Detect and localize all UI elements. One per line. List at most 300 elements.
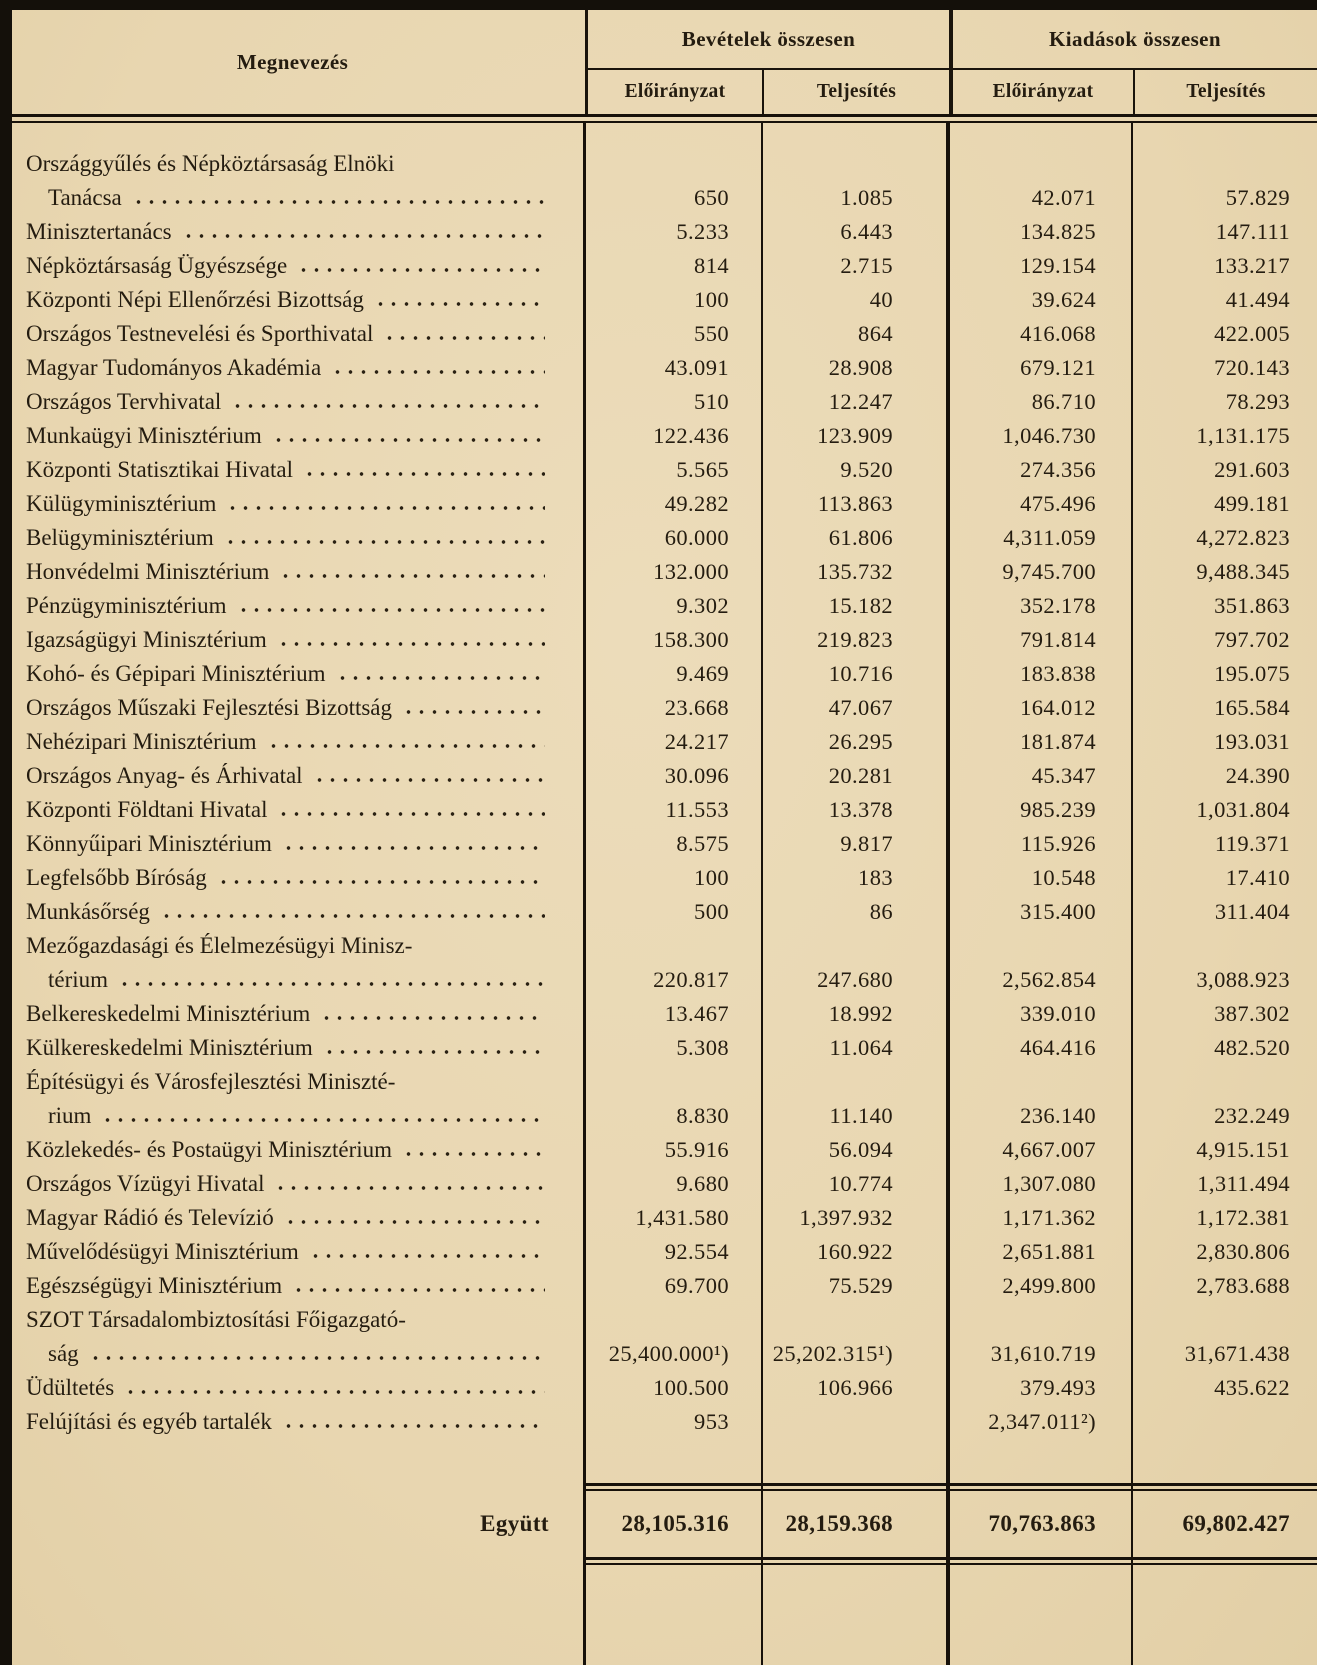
dot-leader [237, 607, 545, 613]
subheader-bevetelek-eloiranyzat: Előirányzat [624, 81, 726, 102]
row-name-line2: Üdültetés [26, 1371, 545, 1405]
row-name-line2: Pénzügyminisztérium [26, 589, 545, 623]
row-bevetelek-teljesites: 47.067 [828, 695, 893, 720]
row-name-line2: Népköztársaság Ügyészsége [26, 249, 545, 283]
row-name-cell [0, 589, 585, 623]
row-name-line2: Felújítási és egyéb tartalék [26, 1405, 545, 1439]
row-name-line1: Építésügyi és Városfejlesztési Miniszté- [26, 1069, 396, 1094]
row-bevetelek-eloiranyzat: 25,400.000¹) [608, 1341, 729, 1366]
row-name-line2: Minisztertanács [26, 215, 545, 249]
row-bevetelek-eloiranyzat: 510 [694, 389, 729, 414]
row-kiadasok-eloiranyzat: 985.239 [1020, 797, 1096, 822]
subheader-row-bevetelek [588, 70, 949, 114]
dot-leader [160, 913, 545, 919]
row-bevetelek-eloiranyzat: 158.300 [653, 627, 729, 652]
row-name-line2: Tanácsa [26, 181, 545, 215]
row-bevetelek-eloiranyzat: 60.000 [664, 525, 729, 550]
row-kiadasok-teljesites: 17.410 [1225, 865, 1290, 890]
dot-leader [274, 1185, 545, 1191]
row-kiadasok-teljesites: 1,311.494 [1197, 1171, 1290, 1196]
row-name-line2: Központi Földtani Hivatal [26, 793, 545, 827]
column-header-megnevezes-label: Megnevezés [236, 49, 349, 74]
row-bevetelek-eloiranyzat: 100.500 [653, 1375, 729, 1400]
row-name-cell [0, 1065, 585, 1133]
row-bevetelek-teljesites: 2.715 [840, 253, 893, 278]
row-kiadasok-eloiranyzat: 10.548 [1031, 865, 1096, 890]
column-header-megnevezes [0, 10, 585, 114]
table-row [0, 657, 1317, 691]
row-bevetelek-eloiranyzat: 8.830 [676, 1103, 729, 1128]
row-kiadasok-teljesites: 387.302 [1214, 1001, 1290, 1026]
column-divider-3 [946, 123, 950, 1665]
row-name-line2: Közlekedés- és Postaügyi Minisztérium [26, 1133, 545, 1167]
row-bevetelek-teljesites: 160.922 [817, 1239, 893, 1264]
table-row [0, 555, 1317, 589]
table-row [0, 997, 1317, 1031]
table-row [0, 351, 1317, 385]
row-kiadasok-teljesites: 291.603 [1214, 457, 1290, 482]
row-kiadasok-teljesites: 147.111 [1215, 219, 1290, 244]
row-kiadasok-teljesites: 4,915.151 [1196, 1137, 1290, 1162]
row-name-line2: Külkereskedelmi Minisztérium [26, 1031, 545, 1065]
dot-leader [226, 505, 545, 511]
row-name-line2: Országos Tervhivatal [26, 385, 545, 419]
total-block [0, 1483, 1317, 1565]
row-name-cell [0, 351, 585, 385]
row-bevetelek-eloiranyzat: 122.436 [653, 423, 729, 448]
row-name-cell [0, 691, 585, 725]
row-kiadasok-eloiranyzat: 31,610.719 [990, 1341, 1096, 1366]
row-name-line2: Országos Anyag- és Árhivatal [26, 759, 545, 793]
row-kiadasok-teljesites: 193.031 [1214, 729, 1290, 754]
row-name-cell [0, 317, 585, 351]
row-name-cell [0, 827, 585, 861]
row-name-line1: Mezőgazdasági és Élelmezésügyi Minisz- [26, 933, 413, 958]
row-name-line2: Magyar Rádió és Televízió [26, 1201, 545, 1235]
row-name-cell [0, 521, 585, 555]
column-group-bevetelek [588, 10, 949, 114]
row-bevetelek-eloiranyzat: 550 [694, 321, 729, 346]
row-kiadasok-eloiranyzat: 4,311.059 [1003, 525, 1096, 550]
row-name-line2: Kohó- és Gépipari Minisztérium [26, 657, 545, 691]
row-kiadasok-teljesites: 482.520 [1214, 1035, 1290, 1060]
dot-leader [402, 1151, 545, 1157]
row-name-line2: Magyar Tudományos Akadémia [26, 351, 545, 385]
row-name-cell [0, 1371, 585, 1405]
dot-leader [374, 301, 545, 307]
row-bevetelek-eloiranyzat: 650 [694, 185, 729, 210]
row-name-line2: Országos Műszaki Fejlesztési Bizottság [26, 691, 545, 725]
row-bevetelek-eloiranyzat: 132.000 [653, 559, 729, 584]
row-kiadasok-eloiranyzat: 791.814 [1020, 627, 1096, 652]
row-name-line2: Központi Statisztikai Hivatal [26, 453, 545, 487]
row-name-cell [0, 623, 585, 657]
row-kiadasok-teljesites: 9,488.345 [1196, 559, 1290, 584]
table-row [0, 589, 1317, 623]
row-bevetelek-teljesites: 26.295 [828, 729, 893, 754]
row-name-cell [0, 861, 585, 895]
total-bevetelek-teljesites: 28,159.368 [785, 1511, 893, 1536]
table-row [0, 691, 1317, 725]
row-bevetelek-eloiranyzat: 5.308 [676, 1035, 729, 1060]
row-kiadasok-teljesites: 78.293 [1225, 389, 1290, 414]
row-bevetelek-teljesites: 123.909 [817, 423, 893, 448]
row-name-cell [0, 1269, 585, 1303]
row-kiadasok-eloiranyzat: 1,046.730 [1002, 423, 1096, 448]
column-divider-1 [583, 123, 586, 1665]
row-bevetelek-eloiranyzat: 9.680 [676, 1171, 729, 1196]
row-kiadasok-teljesites: 435.622 [1214, 1375, 1290, 1400]
row-name-line1: SZOT Társadalombiztosítási Főigazgató- [26, 1307, 406, 1332]
dot-leader [267, 743, 545, 749]
row-bevetelek-teljesites: 40 [869, 287, 893, 312]
row-bevetelek-teljesites: 864 [858, 321, 893, 346]
dot-leader [277, 811, 545, 817]
table-row [0, 215, 1317, 249]
row-kiadasok-teljesites: 165.584 [1214, 695, 1290, 720]
row-bevetelek-eloiranyzat: 953 [694, 1409, 729, 1434]
row-name-line2: Munkásőrség [26, 895, 545, 929]
row-bevetelek-teljesites: 10.774 [828, 1171, 893, 1196]
table-row [0, 283, 1317, 317]
dot-leader [282, 845, 545, 851]
row-name-line2: Honvédelmi Minisztérium [26, 555, 545, 589]
dot-leader [279, 573, 545, 579]
row-kiadasok-eloiranyzat: 164.012 [1020, 695, 1096, 720]
row-kiadasok-eloiranyzat: 1,171.362 [1002, 1205, 1096, 1230]
footer-empty-area [0, 1565, 1317, 1665]
row-bevetelek-eloiranyzat: 9.469 [676, 661, 729, 686]
row-bevetelek-eloiranyzat: 500 [694, 899, 729, 924]
row-kiadasok-eloiranyzat: 2,499.800 [1002, 1273, 1096, 1298]
dot-leader [284, 1219, 545, 1225]
row-bevetelek-eloiranyzat: 11.553 [665, 797, 729, 822]
row-kiadasok-teljesites: 2,783.688 [1196, 1273, 1290, 1298]
subheader-kiadasok-eloiranyzat: Előirányzat [992, 81, 1094, 102]
total-kiadasok-teljesites: 69,802.427 [1182, 1511, 1290, 1536]
table-body [0, 123, 1317, 1665]
row-kiadasok-eloiranyzat: 679.121 [1020, 355, 1096, 380]
row-kiadasok-eloiranyzat: 129.154 [1020, 253, 1096, 278]
row-kiadasok-eloiranyzat: 475.496 [1020, 491, 1096, 516]
dot-leader [101, 1117, 545, 1123]
dot-leader [303, 471, 545, 477]
row-name-cell [0, 283, 585, 317]
row-name-cell [0, 1201, 585, 1235]
table-row [0, 861, 1317, 895]
row-kiadasok-teljesites: 57.829 [1225, 185, 1290, 210]
row-kiadasok-eloiranyzat: 9,745.700 [1002, 559, 1096, 584]
row-name-line2: Belügyminisztérium [26, 521, 545, 555]
table-row [0, 521, 1317, 555]
row-kiadasok-eloiranyzat: 236.140 [1020, 1103, 1096, 1128]
row-bevetelek-eloiranyzat: 69.700 [664, 1273, 729, 1298]
row-name-line2: Országos Testnevelési és Sporthivatal [26, 317, 545, 351]
row-name-line2: Belkereskedelmi Minisztérium [26, 997, 545, 1031]
dot-leader [383, 335, 545, 341]
table-row [0, 1133, 1317, 1167]
row-bevetelek-teljesites: 56.094 [828, 1137, 893, 1162]
dot-leader [309, 1253, 545, 1259]
table-row [0, 419, 1317, 453]
row-name-cell [0, 1133, 585, 1167]
row-bevetelek-eloiranyzat: 100 [694, 287, 729, 312]
table-row [0, 1167, 1317, 1201]
table-row [0, 1303, 1317, 1371]
row-name-cell [0, 147, 585, 215]
row-bevetelek-eloiranyzat: 13.467 [664, 1001, 729, 1026]
row-bevetelek-teljesites: 247.680 [817, 967, 893, 992]
row-name-cell [0, 997, 585, 1031]
row-name-cell [0, 419, 585, 453]
row-bevetelek-teljesites: 13.378 [828, 797, 893, 822]
row-name-cell [0, 249, 585, 283]
row-name-cell [0, 895, 585, 929]
row-kiadasok-eloiranyzat: 183.838 [1020, 661, 1096, 686]
row-name-cell [0, 215, 585, 249]
dot-leader [320, 1015, 545, 1021]
table-row [0, 1235, 1317, 1269]
row-kiadasok-eloiranyzat: 45.347 [1031, 763, 1096, 788]
row-kiadasok-eloiranyzat: 339.010 [1020, 1001, 1096, 1026]
total-label: Együtt [480, 1511, 549, 1536]
dot-leader [402, 709, 545, 715]
row-bevetelek-teljesites: 183 [858, 865, 893, 890]
row-name-line2: Egészségügyi Minisztérium [26, 1269, 545, 1303]
row-bevetelek-eloiranyzat: 5.565 [676, 457, 729, 482]
row-bevetelek-teljesites: 25,202.315¹) [772, 1341, 893, 1366]
table-row [0, 249, 1317, 283]
total-bevetelek-eloiranyzat: 28,105.316 [621, 1511, 729, 1536]
row-name-cell [0, 453, 585, 487]
dot-leader [297, 267, 545, 273]
row-bevetelek-eloiranyzat: 43.091 [664, 355, 729, 380]
row-name-cell [0, 725, 585, 759]
row-bevetelek-teljesites: 9.817 [840, 831, 893, 856]
row-bevetelek-eloiranyzat: 55.916 [664, 1137, 729, 1162]
row-bevetelek-teljesites: 9.520 [840, 457, 893, 482]
row-name-line2: Művelődésügyi Minisztérium [26, 1235, 545, 1269]
row-bevetelek-teljesites: 106.966 [817, 1375, 893, 1400]
row-bevetelek-teljesites: 61.806 [828, 525, 893, 550]
dot-leader [277, 641, 545, 647]
row-kiadasok-teljesites: 41.494 [1225, 287, 1290, 312]
dot-leader [292, 1287, 545, 1293]
table-left-border [0, 0, 12, 1665]
row-name-line2: Központi Népi Ellenőrzési Bizottság [26, 283, 545, 317]
table-row [0, 147, 1317, 215]
table-rows [0, 123, 1317, 1439]
row-bevetelek-eloiranyzat: 8.575 [676, 831, 729, 856]
table-row [0, 453, 1317, 487]
row-kiadasok-teljesites: 195.075 [1214, 661, 1290, 686]
dot-leader [182, 233, 545, 239]
row-name-line2: rium [26, 1099, 545, 1133]
dot-leader [336, 675, 545, 681]
row-bevetelek-teljesites: 113.863 [817, 491, 893, 516]
row-kiadasok-teljesites: 31,671.438 [1184, 1341, 1290, 1366]
row-bevetelek-teljesites: 6.443 [840, 219, 893, 244]
table-row [0, 1201, 1317, 1235]
total-top-double-rule [583, 1483, 1317, 1491]
row-bevetelek-teljesites: 10.716 [828, 661, 893, 686]
row-name-cell [0, 555, 585, 589]
row-name-line2: ság [26, 1337, 545, 1371]
row-kiadasok-teljesites: 351.863 [1214, 593, 1290, 618]
subheader-bevetelek-teljesites: Teljesítés [762, 70, 949, 114]
row-kiadasok-teljesites: 720.143 [1214, 355, 1290, 380]
row-name-cell [0, 385, 585, 419]
row-kiadasok-teljesites: 3,088.923 [1196, 967, 1290, 992]
row-bevetelek-eloiranyzat: 30.096 [664, 763, 729, 788]
dot-leader [331, 369, 545, 375]
row-kiadasok-eloiranyzat: 352.178 [1020, 593, 1096, 618]
row-name-line2: Munkaügyi Minisztérium [26, 419, 545, 453]
row-kiadasok-eloiranyzat: 86.710 [1031, 389, 1096, 414]
row-name-cell [0, 487, 585, 521]
dot-leader [224, 539, 545, 545]
row-bevetelek-teljesites: 135.732 [817, 559, 893, 584]
dot-leader [313, 777, 545, 783]
row-bevetelek-teljesites: 28.908 [828, 355, 893, 380]
row-bevetelek-eloiranyzat: 220.817 [653, 967, 729, 992]
row-bevetelek-eloiranyzat: 814 [694, 253, 729, 278]
dot-leader [231, 403, 545, 409]
row-kiadasok-teljesites: 499.181 [1214, 491, 1290, 516]
row-bevetelek-teljesites: 11.140 [829, 1103, 893, 1128]
row-name-line1: Országgyűlés és Népköztársaság Elnöki [26, 151, 395, 176]
row-bevetelek-eloiranyzat: 23.668 [664, 695, 729, 720]
row-bevetelek-teljesites: 1,397.932 [799, 1205, 893, 1230]
header-groups [585, 10, 1317, 114]
row-kiadasok-teljesites: 422.005 [1214, 321, 1290, 346]
row-name-line2: Külügyminisztérium [26, 487, 545, 521]
row-kiadasok-teljesites: 24.390 [1225, 763, 1290, 788]
row-kiadasok-eloiranyzat: 39.624 [1031, 287, 1096, 312]
row-kiadasok-eloiranyzat: 2,347.011²) [988, 1409, 1096, 1434]
column-group-kiadasok [949, 10, 1317, 114]
table-row [0, 895, 1317, 929]
table-row [0, 385, 1317, 419]
row-name-cell [0, 1405, 585, 1439]
row-bevetelek-eloiranyzat: 100 [694, 865, 729, 890]
table-row [0, 759, 1317, 793]
table-row [0, 623, 1317, 657]
row-kiadasok-eloiranyzat: 2,651.881 [1002, 1239, 1096, 1264]
row-name-cell [0, 1303, 585, 1371]
row-bevetelek-eloiranyzat: 9.302 [676, 593, 729, 618]
row-kiadasok-teljesites: 4,272.823 [1196, 525, 1290, 550]
table-row [0, 793, 1317, 827]
row-bevetelek-eloiranyzat: 5.233 [676, 219, 729, 244]
row-name-cell [0, 759, 585, 793]
row-kiadasok-teljesites: 119.371 [1214, 831, 1290, 856]
group-label-kiadasok: Kiadások összesen [953, 10, 1317, 70]
row-kiadasok-eloiranyzat: 42.071 [1031, 185, 1096, 210]
row-bevetelek-eloiranyzat: 49.282 [664, 491, 729, 516]
row-bevetelek-teljesites: 20.281 [828, 763, 893, 788]
table-row [0, 317, 1317, 351]
row-kiadasok-eloiranyzat: 416.068 [1020, 321, 1096, 346]
row-kiadasok-teljesites: 311.404 [1214, 899, 1290, 924]
row-kiadasok-eloiranyzat: 134.825 [1020, 219, 1096, 244]
header-double-rule [0, 114, 1317, 123]
dot-leader [282, 1423, 545, 1429]
table-row [0, 929, 1317, 997]
row-name-line2: térium [26, 963, 545, 997]
dot-leader [89, 1355, 545, 1361]
dot-leader [124, 1389, 545, 1395]
group-label-bevetelek: Bevételek összesen [588, 10, 949, 70]
row-kiadasok-teljesites: 133.217 [1214, 253, 1290, 278]
row-name-line2: Országos Vízügyi Hivatal [26, 1167, 545, 1201]
dot-leader [323, 1049, 545, 1055]
row-kiadasok-eloiranyzat: 379.493 [1020, 1375, 1096, 1400]
row-name-cell [0, 1031, 585, 1065]
row-kiadasok-eloiranyzat: 181.874 [1020, 729, 1096, 754]
row-kiadasok-eloiranyzat: 464.416 [1020, 1035, 1096, 1060]
row-kiadasok-eloiranyzat: 115.926 [1020, 831, 1096, 856]
row-name-cell [0, 1235, 585, 1269]
row-kiadasok-eloiranyzat: 2,562.854 [1002, 967, 1096, 992]
row-kiadasok-teljesites: 1,031.804 [1196, 797, 1290, 822]
dot-leader [132, 199, 545, 205]
table-row [0, 1269, 1317, 1303]
row-bevetelek-teljesites: 1.085 [840, 185, 893, 210]
row-name-cell [0, 929, 585, 997]
row-bevetelek-teljesites: 86 [869, 899, 893, 924]
table-row [0, 1405, 1317, 1439]
table-row [0, 1371, 1317, 1405]
subheader-row-kiadasok [953, 70, 1317, 114]
row-name-cell [0, 657, 585, 691]
row-bevetelek-teljesites: 11.064 [829, 1035, 893, 1060]
pre-total-gap [0, 1439, 1317, 1483]
table-row [0, 1031, 1317, 1065]
row-kiadasok-eloiranyzat: 1,307.080 [1002, 1171, 1096, 1196]
total-kiadasok-eloiranyzat: 70,763.863 [988, 1511, 1096, 1536]
row-name-cell [0, 1167, 585, 1201]
dot-leader [217, 879, 545, 885]
row-kiadasok-teljesites: 1,172.381 [1196, 1205, 1290, 1230]
table-row [0, 487, 1317, 521]
total-bottom-double-rule [583, 1557, 1317, 1565]
row-bevetelek-teljesites: 219.823 [817, 627, 893, 652]
row-bevetelek-teljesites: 12.247 [828, 389, 893, 414]
dot-leader [118, 981, 545, 987]
row-name-line2: Nehézipari Minisztérium [26, 725, 545, 759]
row-kiadasok-teljesites: 2,830.806 [1196, 1239, 1290, 1264]
row-bevetelek-eloiranyzat: 1,431.580 [635, 1205, 729, 1230]
row-kiadasok-eloiranyzat: 4,667.007 [1002, 1137, 1096, 1162]
row-bevetelek-teljesites: 75.529 [828, 1273, 893, 1298]
row-kiadasok-eloiranyzat: 274.356 [1020, 457, 1096, 482]
total-row [0, 1491, 1317, 1557]
row-kiadasok-eloiranyzat: 315.400 [1020, 899, 1096, 924]
row-name-line2: Könnyűipari Minisztérium [26, 827, 545, 861]
subheader-kiadasok-teljesites: Teljesítés [1133, 70, 1317, 114]
table-header [0, 10, 1317, 114]
column-divider-4 [1131, 123, 1133, 1665]
row-name-cell [0, 793, 585, 827]
row-bevetelek-teljesites: 15.182 [828, 593, 893, 618]
table-row [0, 1065, 1317, 1133]
row-name-line2: Igazságügyi Minisztérium [26, 623, 545, 657]
table-row [0, 827, 1317, 861]
row-bevetelek-eloiranyzat: 92.554 [664, 1239, 729, 1264]
column-divider-2 [761, 123, 763, 1665]
row-kiadasok-teljesites: 1,131.175 [1196, 423, 1290, 448]
